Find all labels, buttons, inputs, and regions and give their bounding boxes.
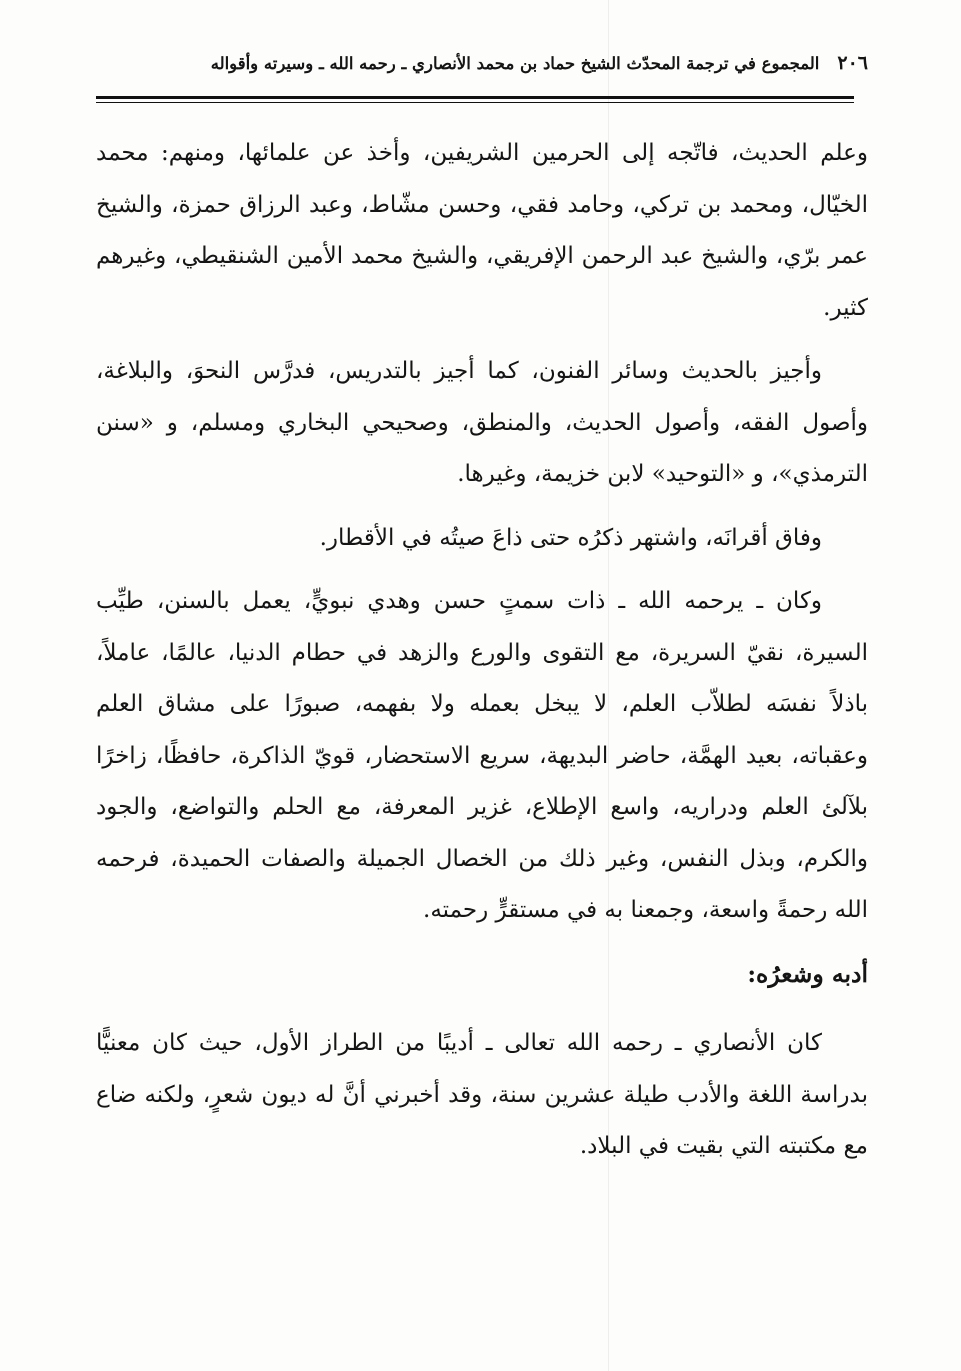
- section-paragraph: كان الأنصاري ـ رحمه الله تعالى ـ أديبًا من الطراز الأول، حيث كان معنيًّا بدراسة اللغة والأدب طيلة عشرين سنة، وقد أخبرني أنَّ له ديون شعرٍ، ولكنه ضاع مع مكتبته التي بقيت في البلاد.: [96, 1030, 868, 1159]
- header-rule-thick: [96, 96, 854, 99]
- header-rule-thin: [96, 102, 854, 103]
- scan-fold-line: [608, 0, 609, 1371]
- paragraph-4: وكان ـ يرحمه الله ـ ذات سمتٍ حسن وهدي نبويٍّ، يعمل بالسنن، طيِّب السيرة، نقيّ السريرة، مع التقوى والورع والزهد في حطام الدنيا، عالمًا، عاملاً، باذلاً نفسَه لطلاّب العلم، لا يبخل بعمله ولا بفهمه، صبورًا على مشاق العلم وعقباته، بعيد الهمَّة، حاضر البديهة، سريع الاستحضار، قويّ الذاكرة، حافظًا، زاخرًا بلآلئ العلم ودراريه، واسع الإطلاع، غزير المعرفة، مع الحلم والتواضع، والجود والكرم، وبذل النفس، وغير ذلك من الخصال الجميلة والصفات الحميدة، فرحمه الله رحمةً واسعة، وجمعنا به في مستقرٍّ رحمته.: [96, 588, 868, 923]
- paragraph-3: وفاق أقرانَه، واشتهر ذكرُه حتى ذاعَ صيتُه في الأقطار.: [319, 524, 822, 551]
- section-heading: أدبه وشعرُه:: [747, 959, 868, 988]
- page-body: [96, 128, 868, 1185]
- running-header: [96, 46, 868, 80]
- page-number: ٢٠٦: [837, 52, 868, 74]
- paragraph-1: وعلم الحديث، فاتّجه إلى الحرمين الشريفين، وأخذ عن علمائها، ومنهم: محمد الخيّال، ومحمد بن تركي، وحامد فقي، وحسن مشّاط، وعبد الرزاق حمزة، والشيخ عمر برّي، والشيخ عبد الرحمن الإفريقي، والشيخ محمد الأمين الشنقيطي، وغيرهم كثير.: [96, 140, 868, 321]
- running-title: المجموع في ترجمة المحدّث الشيخ حماد بن محمد الأنصاري ـ رحمه الله ـ وسيرته وأقواله: [210, 53, 820, 73]
- paragraph-2: وأجيز بالحديث وسائر الفنون، كما أجيز بالتدريس، فدرَّس النحوَ، والبلاغة، وأصول الفقه، وأصول الحديث، والمنطق، وصحيحي البخاري ومسلم، و «سنن الترمذي»، و «التوحيد» لابن خزيمة، وغيرها.: [96, 358, 868, 487]
